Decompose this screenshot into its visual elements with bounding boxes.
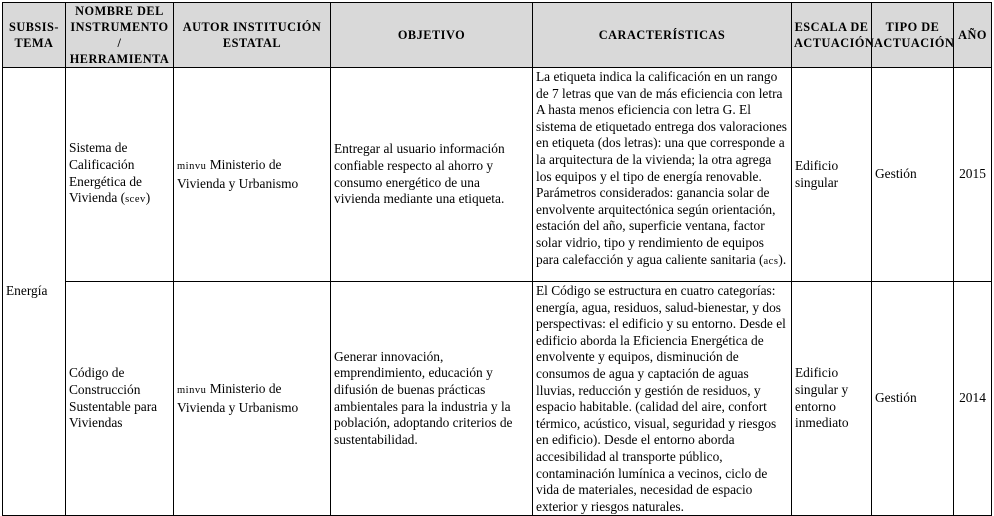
table-row — [3, 68, 992, 282]
cell-escala: Edificio singular — [792, 68, 872, 282]
header-tipo: TIPO DE ACTUACIÓN — [872, 3, 954, 68]
caracteristicas-tail: ). — [778, 251, 787, 267]
nombre-tail: ) — [145, 190, 151, 206]
header-escala: ESCALA DE ACTUACIÓN — [792, 3, 872, 68]
cell-nombre: Código de Construcción Sustentable para Viviendas — [66, 282, 174, 516]
header-nombre: NOMBRE DEL INSTRUMENTO / HERRAMIENTA — [66, 3, 174, 68]
cell-objetivo: Entregar al usuario información confiable respecto al ahorro y consumo energético de una vivienda mediante una etiqueta. — [331, 68, 533, 282]
header-row — [3, 3, 992, 68]
autor-abbr: minvu — [177, 160, 207, 172]
autor-text: Ministerio de Vivienda y Urbanismo — [177, 380, 299, 415]
cell-tipo: Gestión — [872, 68, 954, 282]
nombre-abbr: scev — [125, 194, 146, 206]
header-autor: AUTOR INSTITUCIÓN ESTATAL — [174, 3, 331, 68]
cell-caracteristicas: El Código se estructura en cuatro categorías: energía, agua, residuos, salud-bienestar, y dos perspectivas: el edificio y su entorno. Desde el edificio aborda la Eficiencia Energética de envolvente y equipos, disminución de consumos de agua y captación de aguas lluvias, reducción y gestión de residuos, y espacio habitable. (calidad del aire, confort térmico, acústico, visual, seguridad y riesgos en edificio). Desde el entorno aborda accesibilidad al transporte público, contaminación lumínica a vecinos, ciclo de vida de materiales, necesidad de espacio exterior y riesgos naturales. — [533, 282, 792, 516]
instruments-table — [2, 2, 992, 516]
header-objetivo: OBJETIVO — [331, 3, 533, 68]
cell-subsistema: Energía — [3, 68, 66, 516]
cell-caracteristicas — [533, 68, 792, 282]
header-subsistema: SUBSIS-TEMA — [3, 3, 66, 68]
cell-escala: Edificio singular y entorno inmediato — [792, 282, 872, 516]
header-caracteristicas: CARACTERÍSTICAS — [533, 3, 792, 68]
cell-autor — [174, 282, 331, 516]
nombre-text: Sistema de Calificación Energética de Vivienda ( — [69, 140, 142, 206]
autor-abbr: minvu — [177, 384, 207, 396]
cell-objetivo: Generar innovación, emprendimiento, educación y difusión de buenas prácticas ambientales para la industria y la población, adoptando criterios de sustentabilidad. — [331, 282, 533, 516]
cell-autor — [174, 68, 331, 282]
header-anio: AÑO — [954, 3, 992, 68]
cell-nombre — [66, 68, 174, 282]
cell-anio: 2015 — [954, 68, 992, 282]
autor-text: Ministerio de Vivienda y Urbanismo — [177, 156, 299, 191]
table-row — [3, 282, 992, 516]
caracteristicas-abbr: acs — [763, 255, 779, 267]
cell-tipo: Gestión — [872, 282, 954, 516]
cell-anio: 2014 — [954, 282, 992, 516]
caracteristicas-text: La etiqueta indica la calificación en un rango de 7 letras que van de más eficiencia con letra A hasta menos eficiencia con letra G. El sistema de etiquetado entrega dos valoraciones en etiqueta (dos letras): una que corresponde a la arquitectura de la vivienda; la otra agrega los equipos y el tipo de energía renovable. Parámetros considerados: ganancia solar de envolvente arquitectónica según orientación, estación del año, superficie ventana, factor solar vidrio, tipo y rendimiento de equipos para calefacción y agua caliente sanitaria ( — [536, 69, 787, 267]
